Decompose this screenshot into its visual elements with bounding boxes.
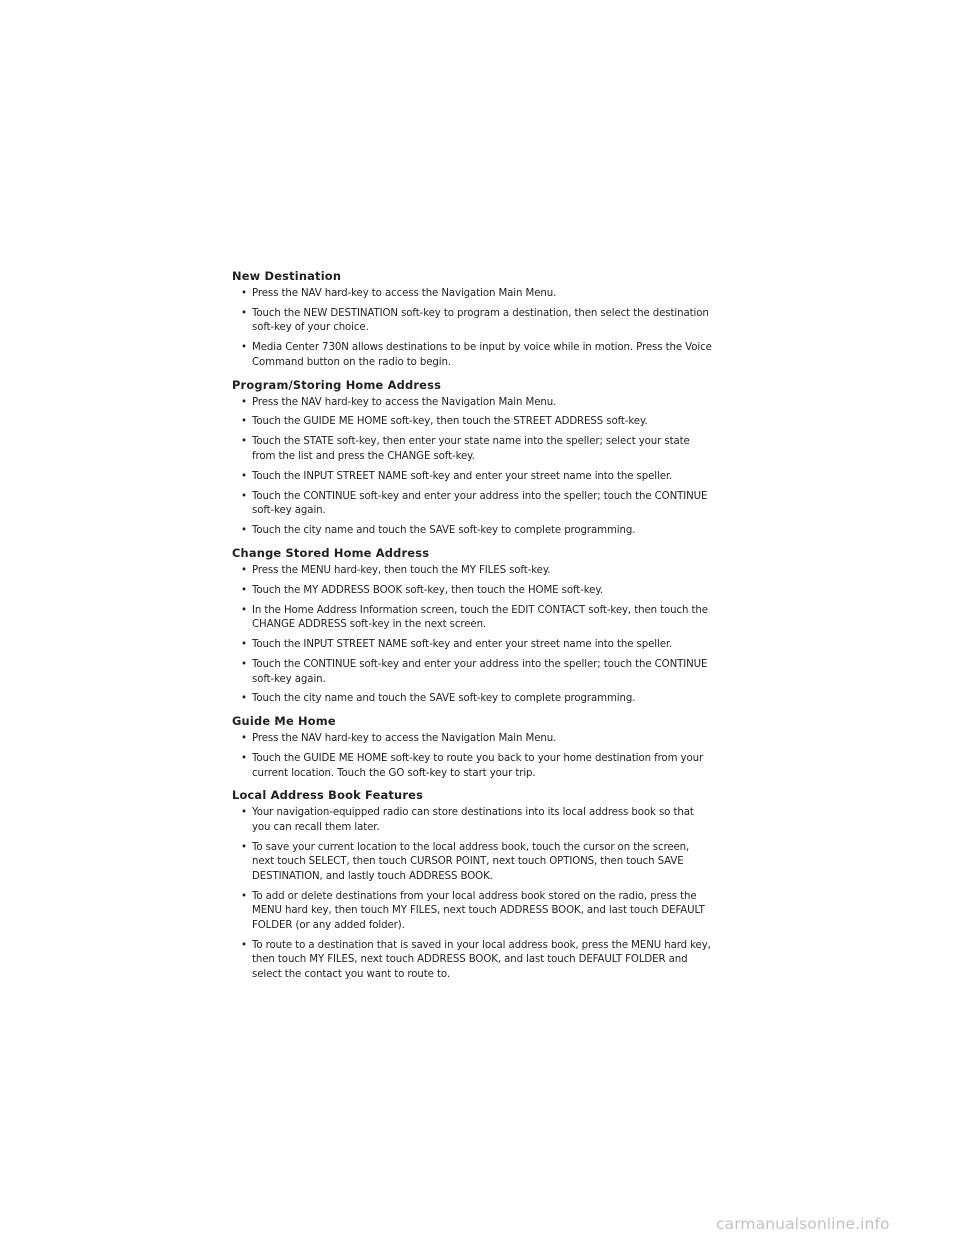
bullet-icon: •: [241, 733, 247, 745]
bullet-icon: •: [241, 604, 247, 616]
list-item: [232, 564, 712, 579]
list-item: [232, 341, 712, 370]
list-item-text: Press the NAV hard-key to access the Navigation Main Menu.: [252, 396, 557, 408]
list-item-text: To route to a destination that is saved in your local address book, press the MENU hard key, then touch MY FILES, next touch ADDRESS BOOK, and last touch DEFAULT FOLDER and select the contact you want to route to.: [252, 939, 711, 980]
list-item-text: Press the NAV hard-key to access the Navigation Main Menu.: [252, 288, 557, 299]
bullet-icon: •: [241, 525, 247, 537]
bullet-icon: •: [241, 470, 247, 482]
bullet-icon: •: [241, 307, 247, 319]
list-item: [232, 658, 712, 687]
list-item-text: Touch the CONTINUE soft-key and enter your address into the speller; touch the CONTINUE soft-key again.: [252, 490, 708, 517]
list-item-text: Touch the NEW DESTINATION soft-key to program a destination, then select the destination soft-key of your choice.: [252, 307, 709, 334]
list-item: [232, 692, 712, 707]
section-heading: Program/Storing Home Address: [232, 377, 442, 392]
bullet-icon: •: [241, 416, 247, 428]
list-item-text: To add or delete destinations from your local address book stored on the radio, press the MENU hard key, then touch MY FILES, next touch ADDRESS BOOK, and last touch DEFAULT FOLDER (or any added folder).: [252, 890, 705, 931]
list-item-text: Touch the GUIDE ME HOME soft-key to route you back to your home destination from your current location. Touch the GO soft-key to start your trip.: [252, 752, 704, 779]
list-item-text: Touch the GUIDE ME HOME soft-key, then touch the STREET ADDRESS soft-key.: [252, 416, 648, 428]
bullet-icon: •: [241, 890, 247, 902]
list-item: [232, 732, 712, 747]
watermark-text: carmanualsonline.info: [716, 1215, 890, 1233]
section-heading: New Destination: [232, 269, 342, 283]
section-program-storing-home-address: [232, 377, 712, 539]
section-change-stored-home-address: [232, 545, 712, 707]
list-item-text: In the Home Address Information screen, touch the EDIT CONTACT soft-key, then touch the CHANGE ADDRESS soft-key in the next screen.: [252, 604, 708, 631]
bullet-icon: •: [241, 436, 247, 448]
list-item: [232, 396, 712, 411]
list-item: [232, 435, 712, 464]
bullet-icon: •: [241, 752, 247, 764]
list-item-text: To save your current location to the local address book, touch the cursor on the screen, next touch SELECT, then touch CURSOR POINT, next touch OPTIONS, then touch SAVE DESTINATION, and lastly touch ADDRESS BOOK.: [252, 841, 690, 882]
list-item: [232, 524, 712, 539]
section-guide-me-home: [232, 713, 712, 781]
list-item: [232, 604, 712, 633]
list-item-text: Touch the CONTINUE soft-key and enter your address into the speller; touch the CONTINUE soft-key again.: [252, 658, 708, 685]
list-item-text: Touch the city name and touch the SAVE soft-key to complete programming.: [252, 693, 636, 705]
list-item: [232, 415, 712, 430]
bullet-icon: •: [241, 490, 247, 502]
bullet-icon: •: [241, 658, 247, 670]
list-item-text: Touch the STATE soft-key, then enter your state name into the speller; select your state from the list and press the CHANGE soft-key.: [252, 436, 690, 462]
section-new-destination: [232, 268, 712, 371]
list-item: [232, 470, 712, 485]
bullet-list: [232, 564, 712, 707]
bullet-icon: •: [241, 288, 247, 299]
list-item: [232, 939, 712, 983]
list-item: [232, 307, 712, 336]
list-item-text: Touch the INPUT STREET NAME soft-key and enter your street name into the speller.: [252, 639, 673, 651]
bullet-icon: •: [241, 564, 247, 576]
bullet-icon: •: [241, 841, 247, 853]
list-item-text: Press the NAV hard-key to access the Navigation Main Menu.: [252, 733, 557, 745]
bullet-icon: •: [241, 584, 247, 596]
section-heading: Change Stored Home Address: [232, 545, 430, 560]
list-item: [232, 287, 712, 302]
list-item: [232, 752, 712, 781]
list-item: [232, 638, 712, 653]
list-item-text: Media Center 730N allows destinations to be input by voice while in motion. Press the Voice Command button on the radio to begin.: [252, 342, 712, 368]
section-local-address-book-features: [232, 787, 712, 982]
list-item-text: Your navigation-equipped radio can store destinations into its local address book so that you can recall them later.: [252, 807, 694, 833]
list-item: [232, 890, 712, 934]
list-item-text: Press the MENU hard-key, then touch the MY FILES soft-key.: [252, 564, 551, 576]
section-heading: Guide Me Home: [232, 714, 336, 729]
list-item-text: Touch the city name and touch the SAVE soft-key to complete programming.: [252, 525, 636, 537]
bullet-icon: •: [241, 396, 247, 408]
bullet-list: [232, 732, 712, 781]
bullet-icon: •: [241, 807, 247, 819]
bullet-icon: •: [241, 939, 247, 951]
bullet-list: [232, 396, 712, 539]
bullet-list: [232, 287, 712, 371]
list-item-text: Touch the INPUT STREET NAME soft-key and enter your street name into the speller.: [252, 470, 673, 482]
bullet-icon: •: [241, 342, 247, 354]
list-item: [232, 841, 712, 885]
bullet-icon: •: [241, 693, 247, 705]
manual-page-content: [232, 268, 712, 989]
bullet-list: [232, 806, 712, 982]
bullet-icon: •: [241, 639, 247, 651]
list-item: [232, 490, 712, 519]
list-item: [232, 806, 712, 835]
list-item-text: Touch the MY ADDRESS BOOK soft-key, then touch the HOME soft-key.: [252, 584, 603, 596]
section-heading: Local Address Book Features: [232, 788, 424, 803]
list-item: [232, 584, 712, 599]
